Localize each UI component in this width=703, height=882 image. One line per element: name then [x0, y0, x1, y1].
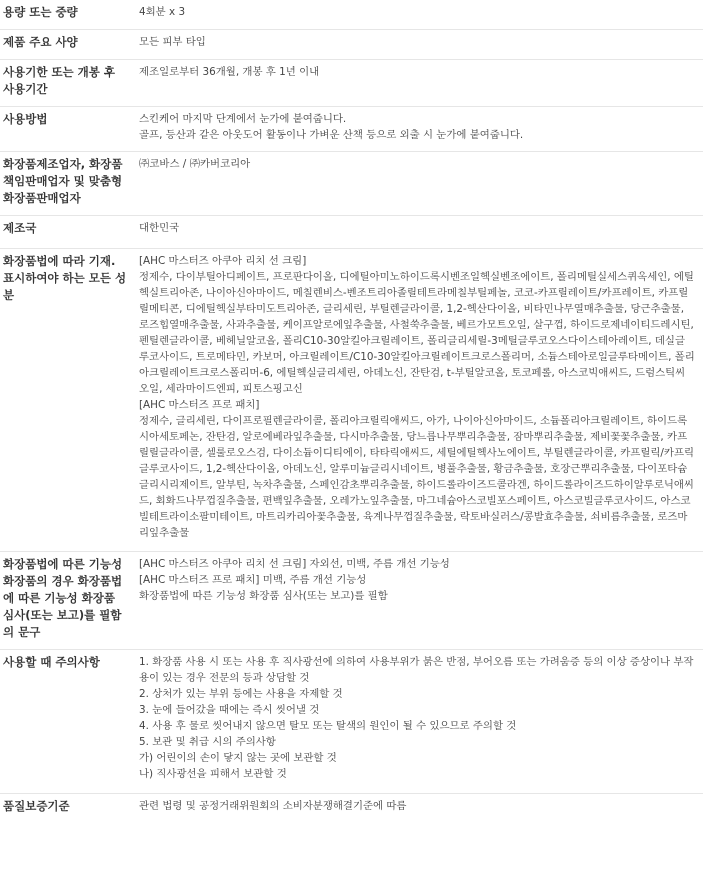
spec-label: 제조국 [0, 216, 135, 249]
caution-item: 3. 눈에 들어갔을 때에는 즉시 씻어낼 것 [139, 704, 320, 716]
spec-label: 사용할 때 주의사항 [0, 650, 135, 794]
ingredient-list: 정제수, 다이부틸아디페이트, 프로판다이올, 디에틸아미노하이드록시벤조일헥실벤조에이트, 폴리메틸실세스퀴옥세인, 에틸헥실트리아존, 나이아신아마이드, 메칠렌비스-벤조트리아졸릴테트라메칠부틸페놀, 코코-카프릴레이트/카프레이트, 카프릴릴메티콘, 디에틸헥실부타미도트리아존, 글리세린, 부틸렌글라이콜, 1,2-헥산다이올, 비타민나무열매추출물, 당근추출물, 로즈힙열매추출물, 사과추출물, 케이프알로에잎추출물, 사철쑥추출물, 베르가모트오일, 살구껍, 하이드로제네이티드레시틴, 펜틸렌글라이콜, 베헤닐알코올, 폴리C10-30알킬아크릴레이트, 폴리글리세릴-3메틸글루코오스다이스테아레이트, 데실글루코사이드, 트로메타민, 카보머, 아크릴레이트/C10-30알킬아크릴레이트크로스폴리머, 소듐스테아로일글루타메이트, 폴리아크릴레이트크로스폴리머-6, 에틸헥실글리세린, 아데노신, 잔탄검, t-부틸알코올, 토코페롤, 아스코빅애씨드, 드럼스틱씨오일, 세라마이드엔피, 피토스핑고신 [139, 271, 695, 395]
spec-row-cautions [0, 650, 703, 794]
usage-line: 골프, 등산과 같은 아웃도어 활동이나 가벼운 산책 등으로 외출 시 눈가에 붙여줍니다. [139, 129, 524, 141]
caution-item: 1. 화장품 사용 시 또는 사용 후 직사광선에 의하여 사용부위가 붉은 반점, 부어오름 또는 가려움증 등의 이상 증상이나 부작용이 있는 경우 전문의 등과 상담할 것 [139, 656, 694, 684]
spec-value: 모든 피부 타입 [135, 30, 703, 60]
spec-row-expiry [0, 60, 703, 107]
spec-value: 4회분 x 3 [135, 0, 703, 30]
caution-item: 2. 상처가 있는 부위 등에는 사용을 자제할 것 [139, 688, 343, 700]
spec-label: 화장품제조업자, 화장품책임판매업자 및 맞춤형화장품판매업자 [0, 152, 135, 216]
ingredient-product-title: [AHC 마스터즈 프로 패치] [139, 399, 260, 411]
spec-value [135, 552, 703, 650]
spec-row-country [0, 216, 703, 249]
spec-value: ㈜코바스 / ㈜카버코리아 [135, 152, 703, 216]
ingredient-list: 정제수, 글리세린, 다이프로필렌글라이콜, 폴리아크릴릭애씨드, 아가, 나이아신아마이드, 소듐폴리아크릴레이트, 하이드록시아세토페논, 잔탄검, 알로에베라잎추출물, 다시마추출물, 당느릅나무뿌리추출물, 잠마뿌리추출물, 제비꽃꽃추출물, 카프릴릴글라이콜, 셀룰로오스검, 다이소듐이디티에이, 타타릭애씨드, 세틸에틸헥사노에이트, 부틸렌글라이콜, 카프릴릭/카프릭글루코사이드, 1,2-헥산다이올, 아데노신, 알루미늄글리시네이트, 병풀추출물, 황금추출물, 호장근뿌리추출물, 다이포타슘글리시리제이트, 알부틴, 녹차추출물, 스페인감초뿌리추출물, 하이드롤라이즈드콜라겐, 하이드롤라이즈드하이알루로닉애씨드, 회화드나무껍질추출물, 편백잎추출물, 오레가노잎추출물, 마그네슘아스코빌포스페이트, 아스코빌글루코사이드, 아스코빌테트라이소팔미테이트, 마트리카리아꽃추출물, 육계나무껍질추출물, 락토바실러스/콩발효추출물, 쇠비름추출물, 로즈마리잎추출물 [139, 415, 695, 539]
spec-row-manufacturer [0, 152, 703, 216]
usage-line: 스킨케어 마지막 단계에서 눈가에 붙여줍니다. [139, 113, 347, 125]
spec-label: 사용방법 [0, 107, 135, 152]
functional-line: 화장품법에 따른 기능성 화장품 심사(또는 보고)를 필함 [139, 590, 388, 602]
spec-label: 품질보증기준 [3, 799, 70, 813]
caution-item: 5. 보관 및 취급 시의 주의사항 [139, 736, 276, 748]
spec-label: 화장품법에 따른 기능성 화장품의 경우 화장품법에 따른 기능성 화장품 심사(또는 보고)를 필함의 문구 [0, 552, 135, 650]
spec-row-quality [0, 794, 703, 824]
spec-label: 사용기한 또는 개봉 후 사용기간 [0, 60, 135, 107]
caution-item: 4. 사용 후 물로 씻어내지 않으면 탈모 또는 탈색의 원인이 될 수 있으므로 주의할 것 [139, 720, 517, 732]
spec-value: 대한민국 [135, 216, 703, 249]
spec-row-capacity [0, 0, 703, 30]
spec-value [135, 107, 703, 152]
spec-label: 화장품법에 따라 기재. 표시하여야 하는 모든 성분 [0, 249, 135, 552]
functional-line: [AHC 마스터즈 프로 패치] 미백, 주름 개선 기능성 [139, 574, 367, 586]
spec-value [135, 650, 703, 794]
ingredient-product-title: [AHC 마스터즈 아쿠아 리치 선 크림] [139, 255, 307, 267]
spec-row-functional [0, 552, 703, 650]
functional-line: [AHC 마스터즈 아쿠아 리치 선 크림] 자외선, 미백, 주름 개선 기능성 [139, 558, 450, 570]
spec-label: 용량 또는 중량 [0, 0, 135, 30]
spec-label: 제품 주요 사양 [0, 30, 135, 60]
spec-row-usage [0, 107, 703, 152]
spec-row-ingredients [0, 249, 703, 552]
spec-value: 제조일로부터 36개월, 개봉 후 1년 이내 [135, 60, 703, 107]
spec-value: 관련 법령 및 공정거래위원회의 소비자분쟁해결기준에 따름 [139, 800, 407, 812]
spec-row-main-spec [0, 30, 703, 60]
caution-item: 나) 직사광선을 피해서 보관할 것 [139, 768, 287, 780]
caution-item: 가) 어린이의 손이 닿지 않는 곳에 보관할 것 [139, 752, 337, 764]
spec-value [135, 249, 703, 552]
